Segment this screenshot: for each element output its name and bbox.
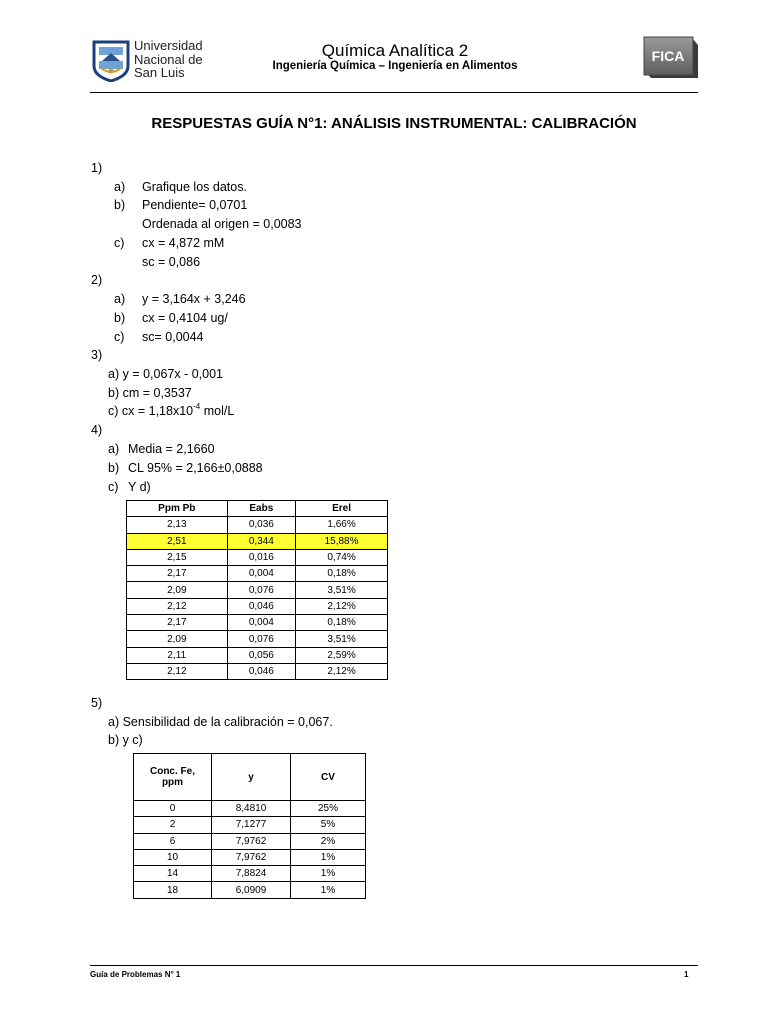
course-subtitle: Ingeniería Química – Ingeniería en Alimentos	[272, 60, 518, 72]
footer-divider	[90, 965, 698, 966]
table-cell: 2,12%	[296, 598, 388, 614]
question-4-number: 4)	[91, 423, 103, 437]
table-cell: 7,8824	[212, 866, 291, 882]
fica-logo	[643, 36, 699, 80]
table-cell: 0,036	[227, 517, 295, 533]
table-cell: 14	[134, 866, 212, 882]
table-cell: 0,344	[227, 533, 295, 549]
university-name-line: Universidad	[134, 38, 203, 53]
item-marker: a)	[114, 180, 126, 194]
answer-text: y = 3,164x + 3,246	[142, 292, 246, 306]
table-cell: 2,12	[127, 663, 228, 679]
column-header-conc	[134, 754, 212, 801]
question-4-b	[108, 461, 263, 475]
footer-guide-label: Guía de Problemas N° 1	[90, 970, 181, 979]
question-3-c	[108, 404, 234, 418]
column-header: Eabs	[227, 501, 295, 517]
table-cell: 1%	[291, 866, 366, 882]
table-cell: 3,51%	[296, 631, 388, 647]
table-cell: 2,11	[127, 647, 228, 663]
question-1-number: 1)	[91, 161, 103, 175]
error-table	[126, 500, 388, 680]
question-1-b	[114, 198, 247, 212]
table-cell: 0,18%	[296, 615, 388, 631]
calibration-table	[133, 753, 366, 899]
table-cell: 0,74%	[296, 549, 388, 565]
header-line: ppm	[161, 777, 184, 788]
table-cell: 2,17	[127, 566, 228, 582]
table-cell: 2,12%	[296, 663, 388, 679]
item-marker: b)	[108, 461, 120, 475]
table-row	[127, 631, 388, 647]
table-cell: 1%	[291, 882, 366, 898]
table-row	[134, 833, 366, 849]
question-2-a	[114, 292, 246, 306]
question-2-number: 2)	[91, 273, 103, 287]
item-marker: a)	[108, 442, 120, 456]
table-cell: 0,046	[227, 598, 295, 614]
table-row	[127, 582, 388, 598]
column-header-cv: CV	[291, 754, 366, 801]
table-cell: 7,9762	[212, 849, 291, 865]
table-row	[127, 566, 388, 582]
table-cell: 0,18%	[296, 566, 388, 582]
table-cell: 25%	[291, 801, 366, 817]
question-1-c	[114, 236, 224, 250]
fica-logo-text: FICA	[651, 48, 685, 64]
table-cell: 7,9762	[212, 833, 291, 849]
table-cell: 0,016	[227, 549, 295, 565]
table-row	[127, 663, 388, 679]
question-1-b-cont: Ordenada al origen = 0,0083	[142, 217, 302, 231]
answer-text: Y d)	[128, 480, 151, 494]
item-marker: b)	[114, 198, 126, 212]
table-cell: 0,056	[227, 647, 295, 663]
header-line: Conc. Fe,	[149, 766, 195, 777]
table-cell: 0,004	[227, 615, 295, 631]
answer-text: c) cx = 1,18x10	[108, 404, 194, 418]
table-cell: 2,09	[127, 631, 228, 647]
answer-text: cx = 4,872 mM	[142, 236, 225, 250]
item-marker: a)	[114, 292, 126, 306]
table-row	[127, 647, 388, 663]
table-row-highlighted	[127, 533, 388, 549]
exponent: -4	[193, 402, 201, 411]
table-cell: 6	[134, 833, 212, 849]
answer-text: Pendiente= 0,0701	[142, 198, 248, 212]
answer-text: CL 95% = 2,166±0,0888	[128, 461, 263, 475]
table-row	[127, 549, 388, 565]
question-3-number: 3)	[91, 348, 103, 362]
table-cell: 0,046	[227, 663, 295, 679]
table-cell: 0	[134, 801, 212, 817]
item-marker: c)	[114, 236, 125, 250]
table-cell: 2,17	[127, 615, 228, 631]
table-row	[127, 598, 388, 614]
item-marker: c)	[114, 330, 125, 344]
page-number: 1	[684, 970, 689, 979]
course-title: Química Analítica 2	[321, 41, 469, 60]
column-header: Ppm Pb	[127, 501, 228, 517]
university-name-line: San Luis	[134, 65, 185, 80]
table-cell: 0,076	[227, 582, 295, 598]
header-divider	[90, 92, 698, 93]
table-cell: 0,076	[227, 631, 295, 647]
table-row	[127, 517, 388, 533]
table-cell: 2%	[291, 833, 366, 849]
item-marker: b)	[114, 311, 126, 325]
table-cell: 10	[134, 849, 212, 865]
item-marker: c)	[108, 480, 119, 494]
column-header: Erel	[296, 501, 388, 517]
university-name	[134, 39, 203, 80]
table-cell: 2,09	[127, 582, 228, 598]
question-5-b: b) y c)	[108, 733, 143, 747]
university-name-line: Nacional de	[134, 51, 203, 67]
table-header-row	[134, 754, 366, 801]
question-5-a: a) Sensibilidad de la calibración = 0,067.	[108, 715, 333, 729]
question-2-c	[114, 330, 204, 344]
answer-text: Media = 2,1660	[128, 442, 215, 456]
question-4-c	[108, 480, 151, 494]
university-seal-icon	[92, 40, 130, 82]
answer-text: mol/L	[200, 404, 235, 418]
question-2-b	[114, 311, 228, 325]
table-cell: 7,1277	[212, 817, 291, 833]
table-cell: 6,0909	[212, 882, 291, 898]
table-cell: 2,15	[127, 549, 228, 565]
table-cell: 0,004	[227, 566, 295, 582]
column-header-y: y	[212, 754, 291, 801]
table-cell: 15,88%	[296, 533, 388, 549]
table-cell: 1,66%	[296, 517, 388, 533]
table-row	[134, 866, 366, 882]
table-row	[134, 849, 366, 865]
question-3-b: b) cm = 0,3537	[108, 386, 192, 400]
table-cell: 18	[134, 882, 212, 898]
question-5-number: 5)	[91, 696, 103, 710]
table-cell: 5%	[291, 817, 366, 833]
question-4-a	[108, 442, 215, 456]
table-row	[134, 817, 366, 833]
table-cell: 1%	[291, 849, 366, 865]
table-row	[134, 882, 366, 898]
table-row	[127, 615, 388, 631]
question-1-a	[114, 180, 247, 194]
table-cell: 2,13	[127, 517, 228, 533]
table-cell: 8,4810	[212, 801, 291, 817]
table-cell: 2,59%	[296, 647, 388, 663]
answer-text: cx = 0,4104 ug/	[142, 311, 228, 325]
page-header	[0, 0, 768, 100]
answer-text: sc= 0,0044	[142, 330, 204, 344]
page-title: RESPUESTAS GUÍA N°1: ANÁLISIS INSTRUMENTAL: CALIBRACIÓN	[151, 115, 637, 132]
answer-text: Grafique los datos.	[142, 180, 247, 194]
table-cell: 2,51	[127, 533, 228, 549]
question-3-a: a) y = 0,067x - 0,001	[108, 367, 224, 381]
table-cell: 2	[134, 817, 212, 833]
table-cell: 3,51%	[296, 582, 388, 598]
question-1-c-cont: sc = 0,086	[142, 255, 201, 269]
table-row	[134, 801, 366, 817]
table-header-row	[127, 501, 388, 517]
table-cell: 2,12	[127, 598, 228, 614]
